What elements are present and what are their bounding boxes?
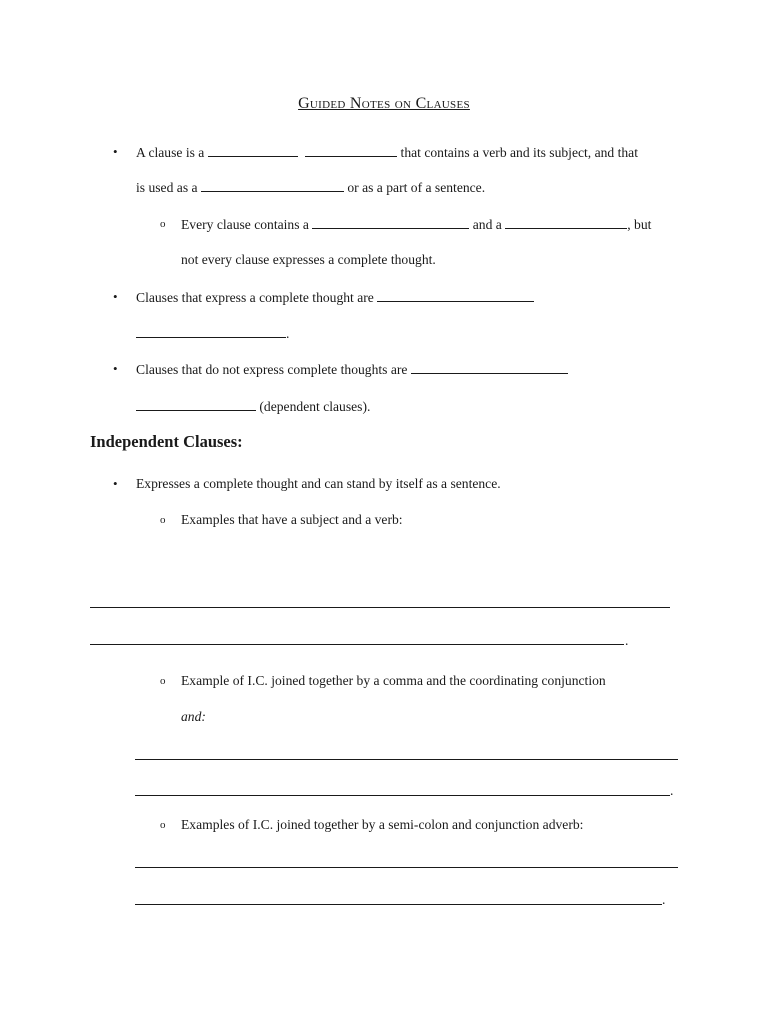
text-segment: (dependent clauses). (259, 399, 371, 414)
complete-thought-line-1 (136, 288, 534, 307)
text-segment: Every clause contains a (181, 217, 309, 232)
clause-definition-line-1 (136, 143, 638, 162)
text-segment: A clause is a (136, 145, 205, 160)
page-title: Guided Notes on Clauses (298, 95, 470, 112)
ic-examples-prompt: Examples that have a subject and a verb: (181, 512, 403, 527)
sub-bullet-glyph: o (160, 514, 166, 526)
fill-in-blank[interactable] (505, 215, 627, 229)
fill-in-blank[interactable] (136, 324, 286, 338)
answer-line[interactable] (135, 759, 678, 760)
sub-bullet-glyph: o (160, 819, 166, 831)
ic-comma-prompt-line-1: Example of I.C. joined together by a comma and the coordinating conjunction (181, 673, 606, 688)
ic-definition: Expresses a complete thought and can stand by itself as a sentence. (136, 476, 501, 491)
trailing-period: . (625, 633, 629, 648)
text-segment: Clauses that do not express complete thoughts are (136, 362, 408, 377)
fill-in-blank[interactable] (136, 397, 256, 411)
fill-in-blank[interactable] (305, 143, 397, 157)
trailing-period: . (662, 892, 666, 907)
answer-line[interactable] (135, 795, 670, 796)
answer-line[interactable] (90, 644, 624, 645)
complete-thought-line-2 (136, 324, 289, 343)
section-heading: Independent Clauses: (90, 432, 243, 451)
sub-bullet-glyph: o (160, 218, 166, 230)
ic-semicolon-prompt: Examples of I.C. joined together by a semi-colon and conjunction adverb: (181, 817, 584, 832)
answer-line[interactable] (135, 867, 678, 868)
text-segment: or as a part of a sentence. (347, 180, 486, 195)
bullet-glyph: • (113, 144, 118, 159)
text-segment: , but (627, 217, 652, 232)
dependent-line-2 (136, 397, 370, 416)
fill-in-blank[interactable] (377, 288, 534, 302)
fill-in-blank[interactable] (411, 360, 568, 374)
fill-in-blank[interactable] (312, 215, 469, 229)
ic-comma-prompt-line-2: and: (181, 709, 206, 724)
bullet-glyph: • (113, 476, 118, 491)
text-segment: and a (472, 217, 502, 232)
dependent-line-1 (136, 360, 568, 379)
answer-line[interactable] (90, 607, 670, 608)
clause-definition-line-2 (136, 178, 485, 197)
bullet-glyph: • (113, 289, 118, 304)
trailing-period: . (670, 783, 674, 798)
bullet-glyph: • (113, 361, 118, 376)
answer-line[interactable] (135, 904, 662, 905)
text-segment: . (286, 326, 290, 341)
clause-contains-line-2: not every clause expresses a complete thought. (181, 252, 436, 267)
fill-in-blank[interactable] (201, 178, 344, 192)
sub-bullet-glyph: o (160, 675, 166, 687)
text-segment: is used as a (136, 180, 198, 195)
text-segment: Clauses that express a complete thought are (136, 290, 374, 305)
clause-contains-line-1 (181, 215, 651, 234)
fill-in-blank[interactable] (208, 143, 298, 157)
text-segment: that contains a verb and its subject, and that (400, 145, 638, 160)
